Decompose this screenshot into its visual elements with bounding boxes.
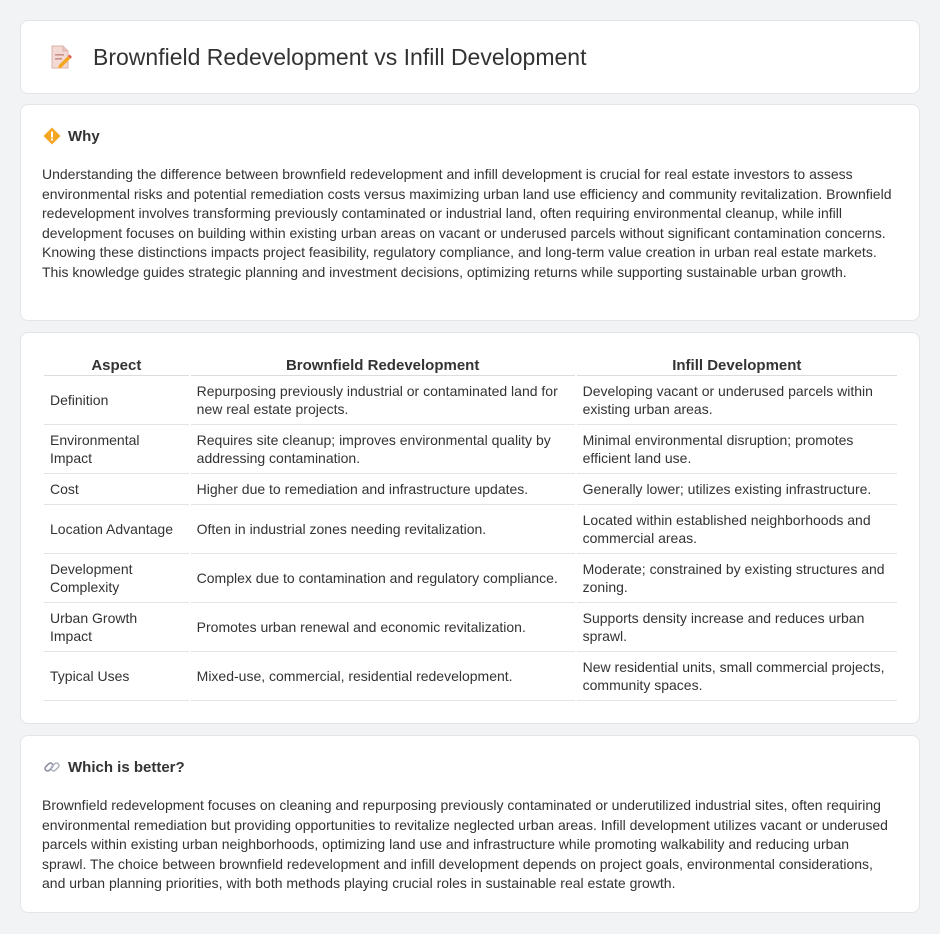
- aspect-cell: Cost: [44, 474, 189, 505]
- table-row: [44, 474, 897, 505]
- infill-cell: Located within established neighborhoods and commercial areas.: [577, 505, 897, 554]
- infill-cell: Developing vacant or underused parcels within existing urban areas.: [577, 376, 897, 425]
- infill-cell: Supports density increase and reduces urban sprawl.: [577, 603, 897, 652]
- aspect-cell: Urban Growth Impact: [44, 603, 189, 652]
- table-row: [44, 505, 897, 554]
- table-row: [44, 425, 897, 474]
- better-heading: Which is better?: [68, 758, 185, 776]
- infill-cell: Moderate; constrained by existing structures and zoning.: [577, 554, 897, 603]
- edit-document-icon: [47, 44, 73, 70]
- header-brownfield: Brownfield Redevelopment: [191, 354, 575, 376]
- header-infill: Infill Development: [577, 354, 897, 376]
- title-card: [20, 20, 920, 94]
- why-card: [20, 104, 920, 321]
- aspect-cell: Typical Uses: [44, 652, 189, 701]
- aspect-cell: Environmental Impact: [44, 425, 189, 474]
- which-is-better-card: [20, 735, 920, 913]
- brownfield-cell: Repurposing previously industrial or contaminated land for new real estate projects.: [191, 376, 575, 425]
- better-header: [43, 758, 185, 776]
- why-text: Understanding the difference between brownfield redevelopment and infill development is crucial for real estate investors to assess environmental risks and potential remediation costs versus maximizing urban land use efficiency and community revitalization. Brownfield redevelopment involves transforming previously contaminated or industrial land, often requiring environmental cleanup, while infill development focuses on building within existing urban areas on vacant or underused parcels without significant contamination concerns. Knowing these distinctions impacts project feasibility, regulatory compliance, and long-term value creation in urban real estate markets. This knowledge guides strategic planning and investment decisions, optimizing returns while supporting sustainable urban growth.: [42, 166, 892, 280]
- page-title: Brownfield Redevelopment vs Infill Development: [93, 43, 587, 70]
- brownfield-cell: Promotes urban renewal and economic revitalization.: [191, 603, 575, 652]
- comparison-table: [42, 354, 899, 701]
- infill-cell: New residential units, small commercial projects, community spaces.: [577, 652, 897, 701]
- aspect-cell: Location Advantage: [44, 505, 189, 554]
- infill-cell: Minimal environmental disruption; promotes efficient land use.: [577, 425, 897, 474]
- brownfield-cell: Higher due to remediation and infrastructure updates.: [191, 474, 575, 505]
- table-row: [44, 554, 897, 603]
- why-header: [43, 127, 100, 145]
- comparison-card: [20, 332, 920, 724]
- brownfield-cell: Mixed-use, commercial, residential redevelopment.: [191, 652, 575, 701]
- aspect-cell: Definition: [44, 376, 189, 425]
- diamond-warning-icon: [43, 127, 61, 145]
- better-text: Brownfield redevelopment focuses on cleaning and repurposing previously contaminated or underutilized industrial sites, often requiring environmental remediation but providing opportunities to revitalize neglected urban areas. Infill development utilizes vacant or underused parcels within existing urban neighborhoods, optimizing land use and infrastructure while promoting walkability and reducing urban sprawl. The choice between brownfield redevelopment and infill development depends on project goals, environmental considerations, and urban planning priorities, with both methods playing crucial roles in sustainable real estate growth.: [42, 797, 888, 891]
- table-row: [44, 652, 897, 701]
- brownfield-cell: Requires site cleanup; improves environmental quality by addressing contamination.: [191, 425, 575, 474]
- aspect-cell: Development Complexity: [44, 554, 189, 603]
- brownfield-cell: Often in industrial zones needing revitalization.: [191, 505, 575, 554]
- why-heading: Why: [68, 127, 100, 145]
- table-header-row: [44, 354, 897, 376]
- link-icon: [43, 758, 61, 776]
- table-row: [44, 376, 897, 425]
- header-aspect: Aspect: [44, 354, 189, 376]
- table-row: [44, 603, 897, 652]
- infill-cell: Generally lower; utilizes existing infrastructure.: [577, 474, 897, 505]
- brownfield-cell: Complex due to contamination and regulatory compliance.: [191, 554, 575, 603]
